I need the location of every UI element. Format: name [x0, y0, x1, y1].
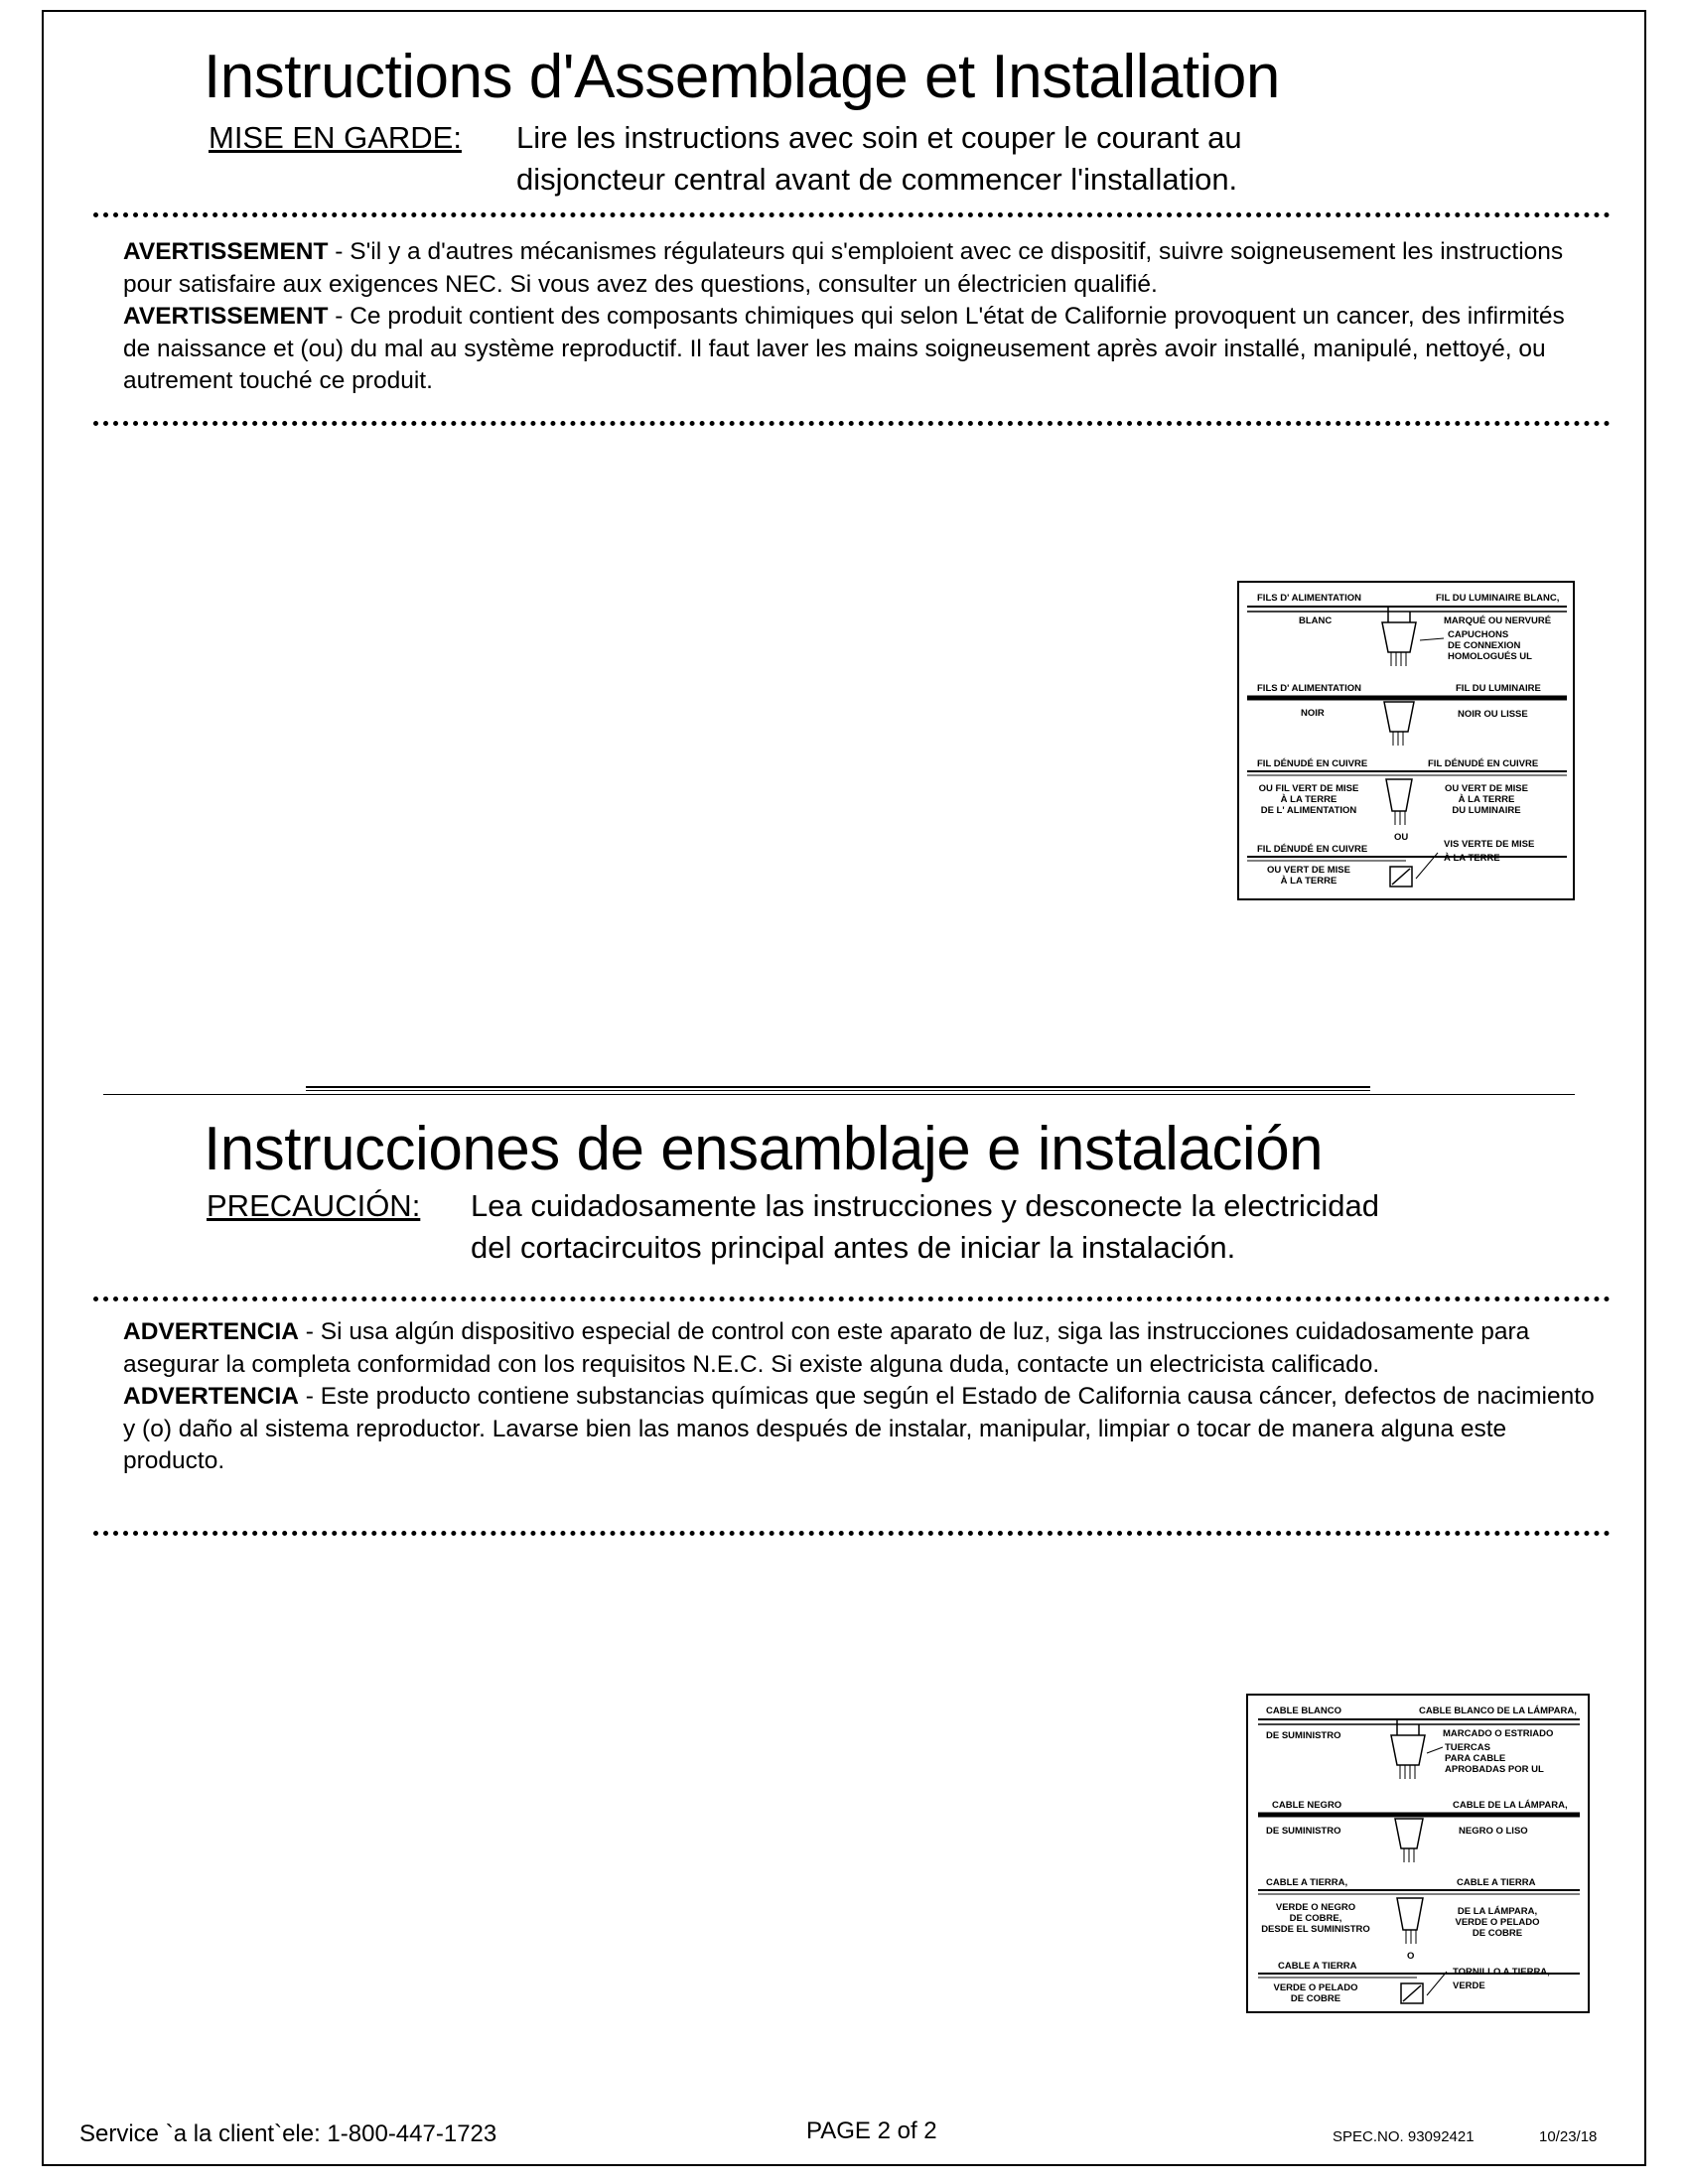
french-warning-2-label: AVERTISSEMENT [123, 303, 329, 330]
customer-service-phone: Service `a la client`ele: 1-800-447-1723 [79, 2120, 497, 2147]
label: VERDE O PELADO [1455, 1917, 1540, 1928]
french-caution-line1: Lire les instructions avec soin et couper le courant au [516, 120, 1242, 155]
french-warning-1 [123, 236, 1583, 301]
label: TORNILLO A TIERRA, [1453, 1967, 1550, 1978]
wire-nut-icon [1382, 622, 1416, 652]
label: DE SUMINISTRO [1266, 1730, 1341, 1741]
label: À LA TERRE [1444, 853, 1500, 864]
label: OU [1394, 832, 1409, 843]
label: MARQUÉ OU NERVURÉ [1444, 615, 1552, 626]
spanish-wiring-diagram [1246, 1694, 1590, 2013]
label: DE COBRE [1472, 1928, 1523, 1939]
label: O [1407, 1951, 1415, 1962]
label: NEGRO O LISO [1459, 1826, 1528, 1837]
label: CABLE A TIERRA, [1266, 1877, 1348, 1888]
label: DE L' ALIMENTATION [1260, 805, 1357, 816]
label: VERDE O PELADO [1273, 1982, 1358, 1993]
star-divider [93, 1531, 1611, 1536]
french-title: Instructions d'Assemblage et Installation [204, 43, 1280, 111]
label: FIL DU LUMINAIRE BLANC, [1436, 593, 1560, 604]
section-separator [306, 1090, 1370, 1091]
label: DU LUMINAIRE [1452, 805, 1521, 816]
french-caution-label: MISE EN GARDE: [209, 120, 462, 155]
spanish-title: Instrucciones de ensamblaje e instalación [204, 1115, 1324, 1183]
star-divider [93, 212, 1611, 217]
spanish-caution-line1: Lea cuidadosamente las instrucciones y desconecte la electricidad [471, 1188, 1380, 1223]
label: CAPUCHONS [1448, 629, 1509, 640]
label: CABLE DE LA LÁMPARA, [1453, 1800, 1568, 1811]
spanish-warning-2-text: - Este producto contiene substancias químicas que según el Estado de California causa cáncer, defectos de nacimiento y (o) daño al sistema reproductor. Lavarse bien las manos después de instalar, manipular, limpiar o tocar de manera alguna este producto. [123, 1383, 1595, 1474]
label: VIS VERTE DE MISE [1444, 839, 1535, 850]
french-caution-line2: disjoncteur central avant de commencer l'installation. [516, 162, 1238, 197]
label: TUERCAS [1445, 1742, 1490, 1753]
label: À LA TERRE [1280, 794, 1337, 805]
label: NOIR [1301, 708, 1325, 719]
label: MARCADO O ESTRIADO [1443, 1728, 1554, 1739]
french-wiring-diagram [1237, 581, 1575, 900]
french-caution [209, 117, 1400, 206]
spanish-caution [207, 1185, 1497, 1275]
label: FIL DU LUMINAIRE [1456, 683, 1541, 694]
label: CABLE NEGRO [1272, 1800, 1342, 1811]
label: CABLE A TIERRA [1278, 1961, 1357, 1972]
label: CABLE BLANCO DE LA LÁMPARA, [1419, 1706, 1577, 1716]
label: NOIR OU LISSE [1458, 709, 1528, 720]
label: FIL DÉNUDÉ EN CUIVRE [1257, 844, 1368, 855]
label: HOMOLOGUÉS UL [1448, 651, 1532, 662]
wire-nut-icon [1391, 1735, 1425, 1765]
spec-number: SPEC.NO. 93092421 [1333, 2128, 1475, 2145]
label: BLANC [1299, 615, 1333, 626]
label: À LA TERRE [1458, 794, 1515, 805]
label: FILS D' ALIMENTATION [1257, 683, 1361, 694]
star-divider [93, 421, 1611, 426]
label: DE SUMINISTRO [1266, 1826, 1341, 1837]
french-warning-1-text: - S'il y a d'autres mécanismes régulateurs qui s'emploient avec ce dispositif, suivre soigneusement les instructions pour satisfaire aux exigences NEC. Si vous avez des questions, consulter un électricien qualifié. [123, 238, 1564, 298]
label: FIL DÉNUDÉ EN CUIVRE [1257, 758, 1368, 769]
label: OU VERT DE MISE [1445, 783, 1528, 794]
label: VERDE O NEGRO [1275, 1902, 1356, 1913]
label: DE CONNEXION [1448, 640, 1521, 651]
section-separator [306, 1086, 1370, 1088]
label: PARA CABLE [1445, 1753, 1506, 1764]
label: DESDE EL SUMINISTRO [1261, 1924, 1370, 1935]
spanish-caution-line2: del cortacircuitos principal antes de iniciar la instalación. [471, 1230, 1236, 1265]
french-warnings [123, 236, 1583, 398]
label: CABLE A TIERRA [1457, 1877, 1536, 1888]
label: FILS D' ALIMENTATION [1257, 593, 1361, 604]
label: OU VERT DE MISE [1267, 865, 1350, 876]
section-separator [103, 1094, 1575, 1095]
label: CABLE BLANCO [1266, 1706, 1341, 1716]
label: OU FIL VERT DE MISE [1258, 783, 1359, 794]
spanish-caution-label: PRECAUCIÓN: [207, 1188, 421, 1223]
spanish-warning-1-label: ADVERTENCIA [123, 1318, 299, 1345]
spanish-warnings [123, 1316, 1613, 1478]
label: DE LA LÁMPARA, [1457, 1906, 1538, 1917]
star-divider [93, 1297, 1611, 1301]
label: APROBADAS POR UL [1445, 1764, 1544, 1775]
french-warning-2 [123, 301, 1583, 398]
label: DE COBRE, [1289, 1913, 1342, 1924]
page-number: PAGE 2 of 2 [806, 2117, 937, 2144]
document-date: 10/23/18 [1539, 2128, 1598, 2145]
french-warning-1-label: AVERTISSEMENT [123, 238, 329, 265]
label: VERDE [1453, 1980, 1485, 1991]
label: À LA TERRE [1280, 876, 1337, 887]
spanish-warning-1-text: - Si usa algún dispositivo especial de control con este aparato de luz, siga las instrucciones cuidadosamente para asegurar la completa conformidad con los requisitos N.E.C. Si existe alguna duda, contacte un electricista calificado. [123, 1318, 1530, 1378]
french-warning-2-text: - Ce produit contient des composants chimiques qui selon L'état de Californie provoquent un cancer, des infirmités de naissance et (ou) du mal au système reproductif. Il faut laver les mains soigneusement après avoir installé, manipulé, nettoyé, ou autrement touché ce produit. [123, 303, 1565, 394]
spanish-warning-2 [123, 1381, 1613, 1478]
spanish-warning-1 [123, 1316, 1613, 1381]
label: DE COBRE [1290, 1993, 1341, 2004]
label: FIL DÉNUDÉ EN CUIVRE [1428, 758, 1539, 769]
spanish-warning-2-label: ADVERTENCIA [123, 1383, 299, 1410]
